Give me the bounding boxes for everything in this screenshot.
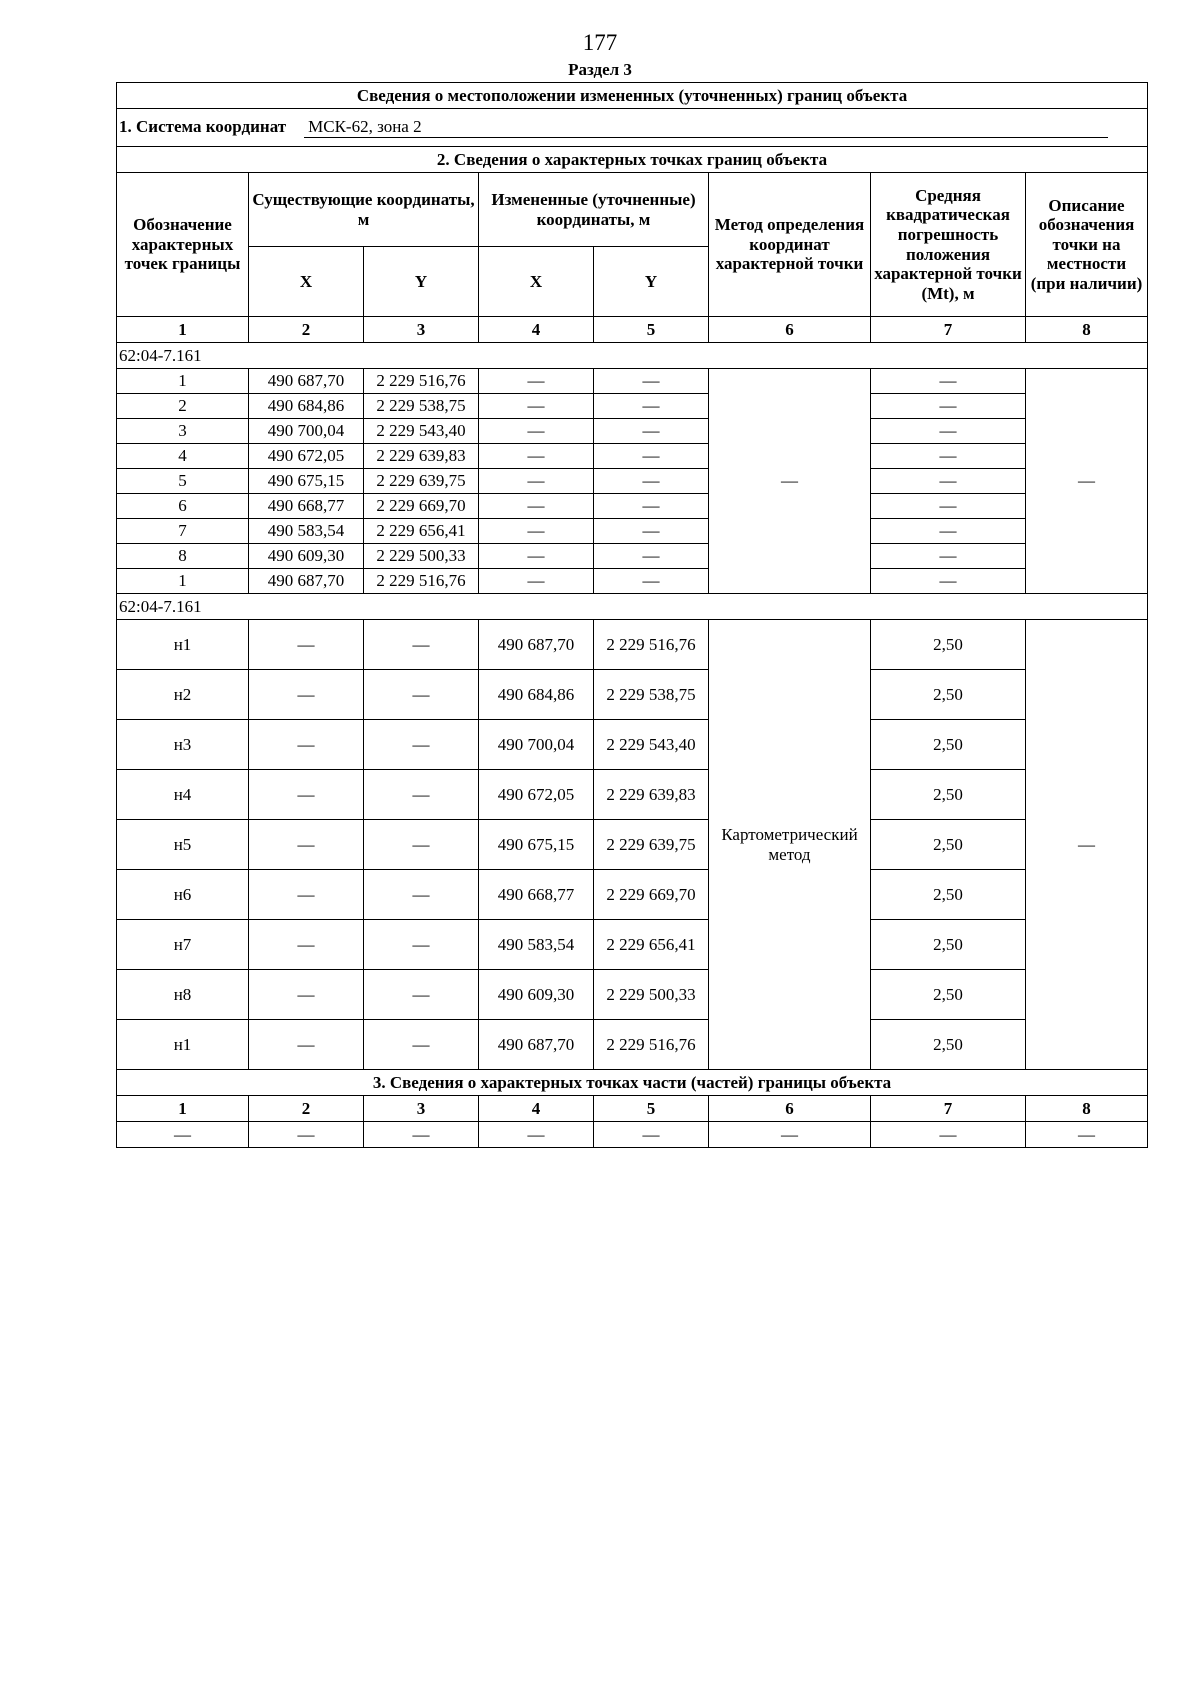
existing-x: — bbox=[249, 820, 364, 870]
part3-cell: — bbox=[709, 1122, 871, 1148]
existing-x: 490 700,04 bbox=[249, 419, 364, 444]
point-id: 1 bbox=[117, 369, 249, 394]
accuracy: — bbox=[871, 394, 1026, 419]
changed-y: — bbox=[594, 569, 709, 594]
changed-y: 2 229 543,40 bbox=[594, 720, 709, 770]
header-x-changed: X bbox=[479, 247, 594, 317]
changed-y: 2 229 669,70 bbox=[594, 870, 709, 920]
column-number: 2 bbox=[249, 317, 364, 343]
accuracy: 2,50 bbox=[871, 620, 1026, 670]
boundary-table bbox=[116, 82, 1148, 1148]
table-row bbox=[117, 620, 1148, 670]
point-id: н3 bbox=[117, 720, 249, 770]
changed-x: — bbox=[479, 519, 594, 544]
part3-cell: — bbox=[249, 1122, 364, 1148]
existing-x: — bbox=[249, 620, 364, 670]
header-changed-coords: Измененные (уточненные) координаты, м bbox=[479, 173, 709, 247]
column-number: 6 bbox=[709, 317, 871, 343]
header-y-changed: Y bbox=[594, 247, 709, 317]
changed-x: 490 672,05 bbox=[479, 770, 594, 820]
point-id: 8 bbox=[117, 544, 249, 569]
header-method: Метод определения координат характерной точки bbox=[709, 173, 871, 317]
changed-x: 490 675,15 bbox=[479, 820, 594, 870]
changed-y: 2 229 516,76 bbox=[594, 620, 709, 670]
group1-label: 62:04-7.161 bbox=[117, 343, 1148, 369]
column-number: 3 bbox=[364, 317, 479, 343]
existing-x: — bbox=[249, 670, 364, 720]
page-number: 177 bbox=[582, 30, 618, 55]
column-number: 7 bbox=[871, 317, 1026, 343]
point-id: н1 bbox=[117, 1020, 249, 1070]
changed-x: — bbox=[479, 394, 594, 419]
changed-y: 2 229 656,41 bbox=[594, 920, 709, 970]
changed-y: 2 229 639,83 bbox=[594, 770, 709, 820]
changed-x: — bbox=[479, 569, 594, 594]
table-row bbox=[117, 369, 1148, 394]
accuracy: 2,50 bbox=[871, 1020, 1026, 1070]
part3-cell: — bbox=[594, 1122, 709, 1148]
existing-x: 490 668,77 bbox=[249, 494, 364, 519]
point-id: 6 bbox=[117, 494, 249, 519]
method-cell: Картометрический метод bbox=[709, 620, 871, 1070]
table-row bbox=[117, 720, 1148, 770]
existing-y: — bbox=[364, 920, 479, 970]
column-number: 4 bbox=[479, 1096, 594, 1122]
coord-system-label: 1. Система координат bbox=[119, 117, 287, 137]
table-row bbox=[117, 970, 1148, 1020]
changed-y: — bbox=[594, 469, 709, 494]
accuracy: 2,50 bbox=[871, 920, 1026, 970]
column-number: 2 bbox=[249, 1096, 364, 1122]
changed-x: 490 583,54 bbox=[479, 920, 594, 970]
accuracy: — bbox=[871, 569, 1026, 594]
column-number: 8 bbox=[1026, 317, 1148, 343]
point-id: 7 bbox=[117, 519, 249, 544]
changed-x: 490 668,77 bbox=[479, 870, 594, 920]
existing-x: — bbox=[249, 720, 364, 770]
point-id: н8 bbox=[117, 970, 249, 1020]
description-cell: — bbox=[1026, 369, 1148, 594]
accuracy: — bbox=[871, 494, 1026, 519]
table-row bbox=[117, 494, 1148, 519]
changed-y: — bbox=[594, 494, 709, 519]
accuracy: — bbox=[871, 369, 1026, 394]
part3-cell: — bbox=[479, 1122, 594, 1148]
part3-cell: — bbox=[1026, 1122, 1148, 1148]
changed-x: 490 684,86 bbox=[479, 670, 594, 720]
table-row bbox=[117, 519, 1148, 544]
existing-x: 490 675,15 bbox=[249, 469, 364, 494]
existing-y: 2 229 516,76 bbox=[364, 569, 479, 594]
table-row bbox=[117, 544, 1148, 569]
part3-cell: — bbox=[117, 1122, 249, 1148]
header-y-existing: Y bbox=[364, 247, 479, 317]
point-id: н2 bbox=[117, 670, 249, 720]
existing-x: — bbox=[249, 870, 364, 920]
point-id: н5 bbox=[117, 820, 249, 870]
point-id: н1 bbox=[117, 620, 249, 670]
existing-y: 2 229 669,70 bbox=[364, 494, 479, 519]
existing-x: — bbox=[249, 970, 364, 1020]
changed-x: — bbox=[479, 494, 594, 519]
changed-x: — bbox=[479, 469, 594, 494]
changed-y: 2 229 639,75 bbox=[594, 820, 709, 870]
coord-system-row bbox=[117, 109, 1148, 147]
table-row bbox=[117, 920, 1148, 970]
table-title: Сведения о местоположении измененных (уточненных) границ объекта bbox=[117, 83, 1148, 109]
existing-y: 2 229 639,75 bbox=[364, 469, 479, 494]
changed-y: — bbox=[594, 419, 709, 444]
table-row bbox=[117, 569, 1148, 594]
column-number: 5 bbox=[594, 317, 709, 343]
table-row bbox=[117, 770, 1148, 820]
accuracy: 2,50 bbox=[871, 720, 1026, 770]
point-id: н7 bbox=[117, 920, 249, 970]
changed-x: — bbox=[479, 419, 594, 444]
changed-x: — bbox=[479, 444, 594, 469]
existing-y: 2 229 639,83 bbox=[364, 444, 479, 469]
column-number: 5 bbox=[594, 1096, 709, 1122]
header-point-designation: Обозначение характерных точек границы bbox=[117, 173, 249, 317]
existing-y: 2 229 538,75 bbox=[364, 394, 479, 419]
point-id: н4 bbox=[117, 770, 249, 820]
changed-x: 490 609,30 bbox=[479, 970, 594, 1020]
existing-y: — bbox=[364, 970, 479, 1020]
point-id: 3 bbox=[117, 419, 249, 444]
header-x-existing: X bbox=[249, 247, 364, 317]
coord-system-value: МСК-62, зона 2 bbox=[304, 117, 1108, 138]
table-row bbox=[117, 419, 1148, 444]
existing-y: — bbox=[364, 820, 479, 870]
point-id: 1 bbox=[117, 569, 249, 594]
header-description: Описание обозначения точки на местности (при наличии) bbox=[1026, 173, 1148, 317]
column-number: 4 bbox=[479, 317, 594, 343]
table-row bbox=[117, 394, 1148, 419]
accuracy: 2,50 bbox=[871, 870, 1026, 920]
existing-x: 490 687,70 bbox=[249, 369, 364, 394]
accuracy: 2,50 bbox=[871, 670, 1026, 720]
part3-cell: — bbox=[871, 1122, 1026, 1148]
existing-y: 2 229 516,76 bbox=[364, 369, 479, 394]
existing-x: 490 684,86 bbox=[249, 394, 364, 419]
existing-y: 2 229 500,33 bbox=[364, 544, 479, 569]
accuracy: — bbox=[871, 444, 1026, 469]
table-row bbox=[117, 1122, 1148, 1148]
group2-label: 62:04-7.161 bbox=[117, 594, 1148, 620]
existing-x: 490 672,05 bbox=[249, 444, 364, 469]
existing-y: — bbox=[364, 870, 479, 920]
part2-title: 2. Сведения о характерных точках границ объекта bbox=[117, 147, 1148, 173]
existing-y: — bbox=[364, 720, 479, 770]
table-row bbox=[117, 670, 1148, 720]
changed-y: — bbox=[594, 519, 709, 544]
point-id: 5 bbox=[117, 469, 249, 494]
part3-column-numbers-row bbox=[117, 1096, 1148, 1122]
changed-x: 490 687,70 bbox=[479, 1020, 594, 1070]
changed-x: 490 687,70 bbox=[479, 620, 594, 670]
column-number: 3 bbox=[364, 1096, 479, 1122]
table-row bbox=[117, 870, 1148, 920]
changed-y: — bbox=[594, 369, 709, 394]
point-id: 4 bbox=[117, 444, 249, 469]
header-existing-coords: Существующие координаты, м bbox=[249, 173, 479, 247]
changed-y: 2 229 538,75 bbox=[594, 670, 709, 720]
column-numbers-row bbox=[117, 317, 1148, 343]
table-row bbox=[117, 1020, 1148, 1070]
existing-y: 2 229 543,40 bbox=[364, 419, 479, 444]
column-number: 8 bbox=[1026, 1096, 1148, 1122]
section-title: Раздел 3 bbox=[568, 60, 632, 79]
changed-x: 490 700,04 bbox=[479, 720, 594, 770]
accuracy: 2,50 bbox=[871, 970, 1026, 1020]
existing-y: 2 229 656,41 bbox=[364, 519, 479, 544]
existing-x: 490 687,70 bbox=[249, 569, 364, 594]
changed-y: 2 229 516,76 bbox=[594, 1020, 709, 1070]
accuracy: — bbox=[871, 519, 1026, 544]
table-row bbox=[117, 469, 1148, 494]
existing-x: — bbox=[249, 920, 364, 970]
changed-y: — bbox=[594, 544, 709, 569]
existing-x: 490 609,30 bbox=[249, 544, 364, 569]
changed-x: — bbox=[479, 369, 594, 394]
description-cell: — bbox=[1026, 620, 1148, 1070]
header-accuracy: Средняя квадратическая погрешность положения характерной точки (Mt), м bbox=[871, 173, 1026, 317]
part3-cell: — bbox=[364, 1122, 479, 1148]
column-number: 6 bbox=[709, 1096, 871, 1122]
accuracy: — bbox=[871, 544, 1026, 569]
column-number: 1 bbox=[117, 1096, 249, 1122]
accuracy: 2,50 bbox=[871, 820, 1026, 870]
changed-y: 2 229 500,33 bbox=[594, 970, 709, 1020]
point-id: 2 bbox=[117, 394, 249, 419]
part3-title: 3. Сведения о характерных точках части (частей) границы объекта bbox=[117, 1070, 1148, 1096]
existing-x: — bbox=[249, 770, 364, 820]
column-number: 7 bbox=[871, 1096, 1026, 1122]
accuracy: — bbox=[871, 469, 1026, 494]
method-cell: — bbox=[709, 369, 871, 594]
accuracy: — bbox=[871, 419, 1026, 444]
existing-y: — bbox=[364, 770, 479, 820]
table-row bbox=[117, 820, 1148, 870]
table-row bbox=[117, 444, 1148, 469]
column-number: 1 bbox=[117, 317, 249, 343]
changed-y: — bbox=[594, 444, 709, 469]
existing-y: — bbox=[364, 1020, 479, 1070]
point-id: н6 bbox=[117, 870, 249, 920]
accuracy: 2,50 bbox=[871, 770, 1026, 820]
changed-x: — bbox=[479, 544, 594, 569]
existing-x: 490 583,54 bbox=[249, 519, 364, 544]
existing-y: — bbox=[364, 620, 479, 670]
existing-x: — bbox=[249, 1020, 364, 1070]
existing-y: — bbox=[364, 670, 479, 720]
changed-y: — bbox=[594, 394, 709, 419]
